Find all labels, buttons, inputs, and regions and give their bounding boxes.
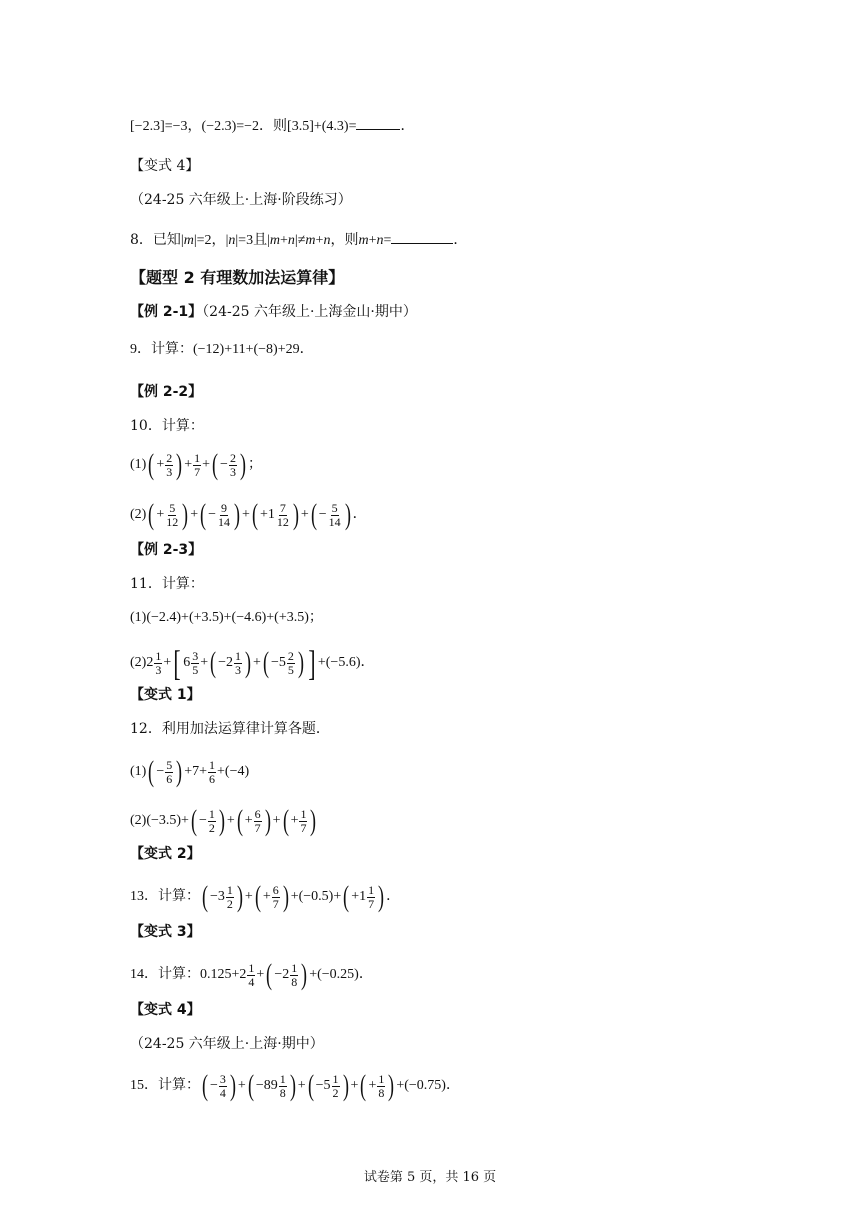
- question-11: 11．计算：: [130, 576, 204, 592]
- question-10-part-1: (1) ( + $\frac{2}{3}$ ) + $\frac{1}{7}$ + ( − $\frac{2}{3}$ ) ；: [130, 448, 262, 481]
- question-10: 10．计算：: [130, 418, 204, 434]
- question-11-part-2: (2)2 $\frac{1}{3}$ + [ 6 $\frac{3}{5}$ + ( −2 $\frac{1}{3}$ ) + ( −5 $\frac{2}{5}$ ) ] +(−5.6)．: [130, 643, 375, 683]
- question-12-part-2: (2)(−3.5)+ ( − $\frac{1}{2}$ ) + ( + $\frac{6}{7}$ ) + ( + $\frac{1}{7}$ ): [130, 804, 317, 837]
- variant-4-label: 【变式 4】: [130, 1002, 201, 1018]
- expression: (−12)+11+(−8)+29．: [193, 342, 314, 357]
- variant-2-label: 【变式 2】: [130, 846, 201, 862]
- question-14: 14．计算：0.125+2 $\frac{1}{4}$ + ( −2 $\frac{1}{8}$ ) +(−0.25)．: [130, 958, 373, 991]
- section-heading: 【题型 2 有理数加法运算律】: [130, 268, 345, 287]
- question-15: 15．计算： ( − $\frac{3}{4}$ ) + ( −89 $\frac{1}{8}$ ) + ( −5 $\frac{1}{2}$ ) + ( + $\frac{1}{8}$ ) +(−0.75)．: [130, 1069, 460, 1102]
- variant-1-label: 【变式 1】: [130, 687, 201, 703]
- variant-4-label: 【变式 4】: [130, 158, 200, 174]
- page-footer: 试卷第 5 页，共 16 页: [363, 1170, 497, 1185]
- question-12-part-1: (1) ( − $\frac{5}{6}$ ) +7+ $\frac{1}{6}$ +(−4): [130, 755, 250, 788]
- source-label: （24-25 六年级上·上海·阶段练习）: [130, 192, 352, 208]
- question-prefix: 9．计算：: [130, 342, 193, 357]
- question-10-part-2: (2) ( + $\frac{5}{12}$ ) + ( − $\frac{9}{14}$ ) + ( +1 $\frac{7}{12}$ ) + ( − $\frac{5}{14}$ ) ．: [130, 498, 367, 531]
- source-label: （24-25 六年级上·上海·期中）: [130, 1036, 324, 1052]
- example-2-1: [130, 302, 417, 322]
- question-9: [130, 340, 314, 360]
- definition-line: [−2.3]=−3，(−2.3)=−2．则[3.5]+(4.3)= ．: [130, 115, 414, 137]
- question-13: 13．计算： ( −3 $\frac{1}{2}$ ) + ( + $\frac{6}{7}$ ) +(−0.5)+ ( +1 $\frac{1}{7}$ ) ．: [130, 880, 401, 913]
- variant-3-label: 【变式 3】: [130, 924, 201, 940]
- question-8: 8．已知|m|=2，|n|=3且|m+n|≠m+n，则m+n= ．: [130, 229, 467, 251]
- example-2-3-label: 【例 2-3】: [130, 542, 203, 558]
- example-2-2-label: 【例 2-2】: [130, 384, 203, 400]
- question-11-part-1: (1)(−2.4)+(+3.5)+(−4.6)+(+3.5)；: [130, 610, 323, 625]
- source-label: （24-25 六年级上·上海金山·期中）: [202, 304, 417, 320]
- example-label: 【例 2-1】: [130, 304, 203, 320]
- question-12: 12．利用加法运算律计算各题．: [130, 721, 330, 737]
